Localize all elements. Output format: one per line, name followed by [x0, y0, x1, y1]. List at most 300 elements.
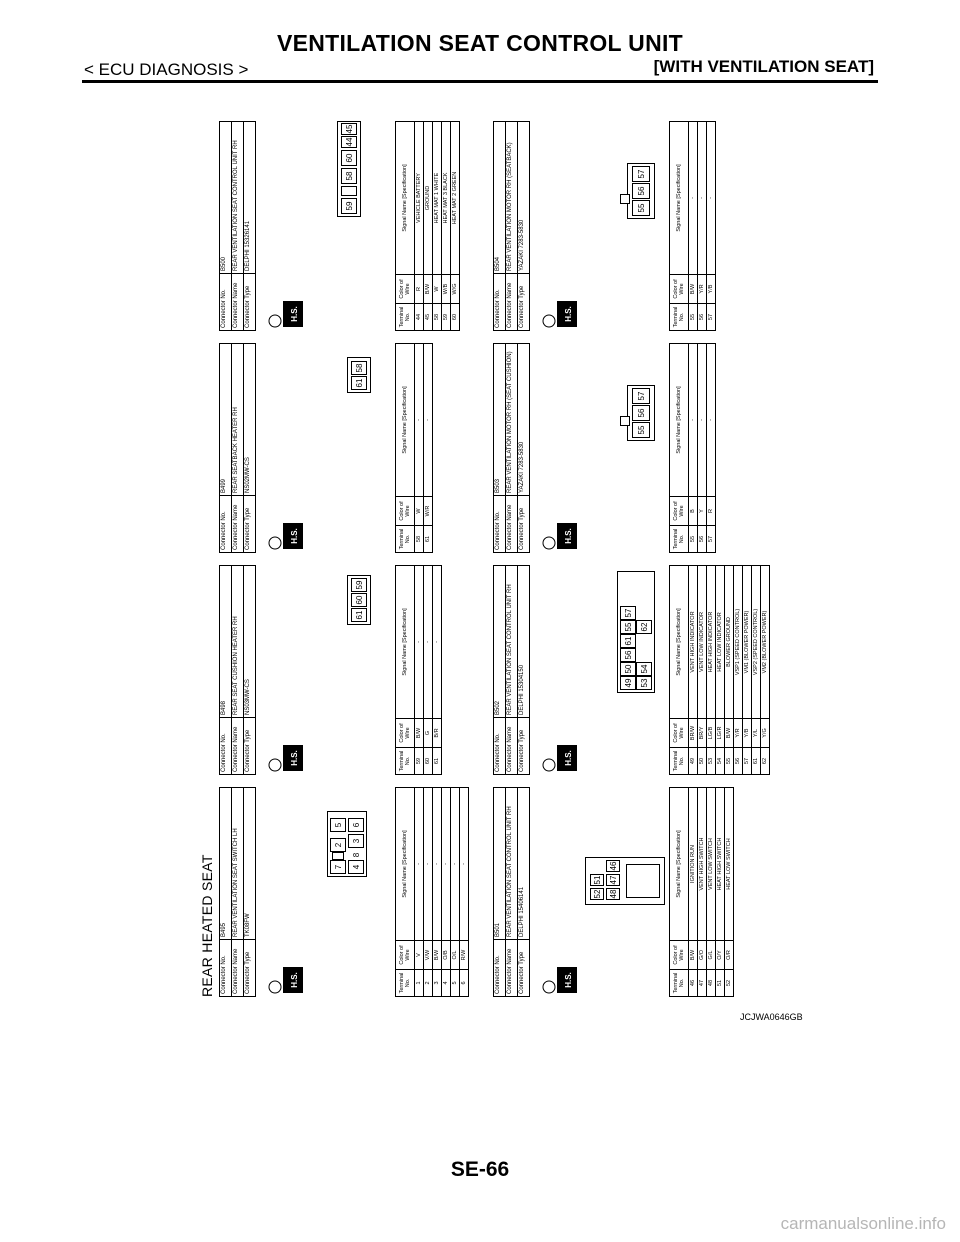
table-row: [689, 566, 698, 775]
color-of-wire-header: Color of Wire: [396, 719, 415, 748]
connector-pin: 59: [341, 198, 357, 214]
connector-pin: 59: [351, 578, 367, 592]
signal-name: -: [698, 122, 707, 275]
signal-name-header: Signal Name [Specification]: [396, 122, 415, 275]
signal-name: -: [433, 566, 442, 719]
connector-info-table: [219, 787, 256, 997]
variant-label: [WITH VENTILATION SEAT]: [653, 57, 874, 76]
section-title: REAR HEATED SEAT: [199, 854, 215, 997]
table-row: [424, 344, 433, 553]
connector-latch: [620, 416, 630, 426]
connector-card: [493, 565, 768, 775]
connector-pin: 56: [632, 183, 650, 199]
wire-color: BR/Y: [698, 719, 707, 748]
signal-name-header: Signal Name [Specification]: [670, 566, 689, 719]
terminal-no: 59: [415, 748, 424, 775]
terminal-no: 3: [433, 970, 442, 997]
table-row: [689, 122, 698, 331]
terminal-no-header: Terminal No.: [670, 748, 689, 775]
signal-name: HEAT MAT 2 GREEN: [451, 122, 460, 275]
signal-name: -: [415, 566, 424, 719]
connector-no-value: B504: [494, 122, 506, 274]
connector-card: [219, 343, 481, 553]
terminal-no: 55: [689, 526, 698, 553]
connector-no-value: B498: [220, 566, 232, 718]
connector-pin: 52: [590, 888, 604, 900]
connector-info-table: [493, 343, 530, 553]
wire-color: BR/W: [689, 719, 698, 748]
terminal-no: 56: [698, 304, 707, 331]
color-of-wire-header: Color of Wire: [670, 719, 689, 748]
harness-side-icon: [267, 965, 307, 995]
table-row: [725, 788, 734, 997]
connector-pin: 50: [620, 662, 636, 676]
connector-pin: 45: [341, 123, 357, 135]
terminal-table: [395, 565, 442, 775]
terminal-no: 53: [707, 748, 716, 775]
hs-text: H.S.: [290, 306, 299, 322]
connector-pin: 55: [632, 200, 650, 216]
signal-name-header: Signal Name [Specification]: [670, 788, 689, 941]
connector-face: [347, 357, 371, 393]
connector-info-table: [219, 121, 256, 331]
signal-name: HEAT MAT 3 BLACK: [442, 122, 451, 275]
table-row: [716, 566, 725, 775]
signal-name: -: [442, 788, 451, 941]
connector-no-label: Connector No.: [494, 940, 506, 997]
connector-type-label: Connector Type: [518, 718, 530, 775]
wire-color: B/W: [689, 941, 698, 970]
wire-color: W: [433, 275, 442, 304]
connector-face: [627, 385, 655, 441]
signal-name: -: [424, 788, 433, 941]
table-row: [734, 566, 743, 775]
connector-pin: 57: [632, 388, 650, 404]
connector-no-label: Connector No.: [220, 940, 232, 997]
terminal-no: 56: [698, 526, 707, 553]
terminal-no-header: Terminal No.: [670, 526, 689, 553]
table-row: [424, 122, 433, 331]
connector-pin: 60: [341, 150, 357, 166]
terminal-no-header: Terminal No.: [396, 526, 415, 553]
connector-pin: 8: [348, 850, 364, 860]
connector-pin: 57: [632, 166, 650, 182]
wire-color: R: [415, 275, 424, 304]
signal-name: VM1 (BLOWER POWER): [743, 566, 752, 719]
terminal-no: 56: [734, 748, 743, 775]
connector-pin: 48: [606, 888, 620, 900]
color-of-wire-header: Color of Wire: [396, 497, 415, 526]
color-of-wire-header: Color of Wire: [396, 275, 415, 304]
connector-type-value: TK08FW: [244, 788, 256, 940]
connector-name-label: Connector Name: [506, 940, 518, 997]
terminal-no: 61: [424, 526, 433, 553]
table-row: [424, 566, 433, 775]
connector-type-label: Connector Type: [244, 274, 256, 331]
connector-type-label: Connector Type: [244, 940, 256, 997]
color-of-wire-header: Color of Wire: [670, 275, 689, 304]
terminal-no: 4: [442, 970, 451, 997]
connector-pin: 44: [341, 136, 357, 148]
signal-name: VENT LOW INDICATOR: [698, 566, 707, 719]
wire-color: B/W: [424, 275, 433, 304]
hs-text: H.S.: [290, 972, 299, 988]
connector-pin: 58: [341, 168, 357, 184]
signal-name: -: [415, 788, 424, 941]
wire-color: W/R: [424, 497, 433, 526]
signal-name: -: [707, 122, 716, 275]
connector-name-label: Connector Name: [232, 940, 244, 997]
signal-name: -: [689, 122, 698, 275]
connector-name-value: REAR VENTILATION MOTOR RH (SEATBACK): [506, 122, 518, 274]
connector-pin: 4: [348, 860, 364, 874]
terminal-no: 57: [707, 304, 716, 331]
connector-no-value: B495: [220, 788, 232, 940]
wire-color: Y/B: [707, 275, 716, 304]
wire-color: V: [415, 941, 424, 970]
connector-latch: [626, 864, 660, 898]
terminal-no: 51: [716, 970, 725, 997]
table-row: [451, 122, 460, 331]
terminal-no: 52: [725, 970, 734, 997]
signal-name: -: [433, 788, 442, 941]
terminal-no: 55: [689, 304, 698, 331]
connector-no-value: B499: [220, 344, 232, 496]
wire-color: G: [424, 719, 433, 748]
signal-name: -: [698, 344, 707, 497]
table-row: [433, 122, 442, 331]
connector-pin: 7: [330, 860, 346, 874]
signal-name-header: Signal Name [Specification]: [396, 344, 415, 497]
terminal-no: 6: [460, 970, 469, 997]
connector-pin: 61: [351, 376, 367, 390]
connector-no-label: Connector No.: [494, 496, 506, 553]
wire-color: Y/L: [752, 719, 761, 748]
connector-latch: [332, 852, 344, 860]
connector-name-label: Connector Name: [232, 274, 244, 331]
harness-side-icon: [541, 743, 581, 773]
table-row: [451, 788, 460, 997]
connector-name-value: REAR VENTILATION MOTOR RH (SEAT CUSHION): [506, 344, 518, 496]
hs-text: H.S.: [564, 750, 573, 766]
terminal-no: 58: [415, 526, 424, 553]
connector-name-value: REAR VENTILATION SEAT CONTROL UNIT RH: [232, 122, 244, 274]
connector-card: [219, 565, 481, 775]
table-row: [689, 788, 698, 997]
connector-pin: 61: [351, 608, 367, 622]
wire-color: LG/B: [707, 719, 716, 748]
connector-card: [219, 121, 481, 331]
connector-no-value: B501: [494, 788, 506, 940]
connector-pin: 2: [330, 838, 346, 852]
terminal-no: 61: [752, 748, 761, 775]
page-number: SE-66: [450, 1158, 510, 1181]
terminal-no: 57: [743, 748, 752, 775]
table-row: [698, 566, 707, 775]
connector-type-label: Connector Type: [244, 496, 256, 553]
connector-pin: 56: [620, 648, 636, 662]
terminal-no: 62: [761, 748, 770, 775]
signal-name: HEAT LOW SWITCH: [725, 788, 734, 941]
wire-color: R/W: [460, 941, 469, 970]
connector-pin: 57: [620, 606, 636, 620]
harness-side-icon: [267, 521, 307, 551]
terminal-table: [395, 787, 469, 997]
harness-side-icon: [541, 965, 581, 995]
wire-color: Y/R: [698, 275, 707, 304]
connector-info-table: [493, 787, 530, 997]
terminal-no: 57: [707, 526, 716, 553]
signal-name: -: [460, 788, 469, 941]
wire-color: O/B: [442, 941, 451, 970]
hs-text: H.S.: [564, 528, 573, 544]
connector-face: [617, 571, 655, 693]
connector-pin: 3: [348, 834, 364, 848]
header-rule: [82, 80, 878, 83]
connector-type-value: DELPHI 15326141: [244, 122, 256, 274]
terminal-no: 45: [424, 304, 433, 331]
figure-id: JCJWA0646GB: [740, 1012, 803, 1022]
connector-name-label: Connector Name: [506, 274, 518, 331]
table-row: [698, 122, 707, 331]
section-breadcrumb: < ECU DIAGNOSIS >: [84, 60, 249, 79]
connector-latch: [341, 186, 357, 196]
hs-text: H.S.: [290, 528, 299, 544]
table-row: [716, 788, 725, 997]
table-row: [460, 788, 469, 997]
connector-type-label: Connector Type: [244, 718, 256, 775]
connector-pin: 61: [620, 634, 636, 648]
connector-name-label: Connector Name: [506, 496, 518, 553]
connector-pin: 62: [636, 620, 652, 634]
connector-pin: 49: [620, 676, 636, 690]
connector-card: [493, 343, 755, 553]
terminal-table: [669, 787, 734, 997]
terminal-table: [669, 565, 770, 775]
terminal-no: 54: [716, 748, 725, 775]
wire-color: O/R: [725, 941, 734, 970]
table-row: [707, 344, 716, 553]
wire-color: B/W: [433, 941, 442, 970]
connector-pin: 55: [632, 422, 650, 438]
connector-face: [347, 575, 371, 625]
harness-side-icon: [541, 299, 581, 329]
signal-name: HEAT MAT 1 WHITE: [433, 122, 442, 275]
wire-color: B/W: [415, 719, 424, 748]
table-row: [743, 566, 752, 775]
connector-info-table: [493, 565, 530, 775]
wire-color: G/O: [698, 941, 707, 970]
table-row: [698, 344, 707, 553]
signal-name-header: Signal Name [Specification]: [396, 788, 415, 941]
wire-color: B/R: [433, 719, 442, 748]
connector-name-value: REAR SEAT CUSHION HEATER RH: [232, 566, 244, 718]
wire-color: W/G: [451, 275, 460, 304]
color-of-wire-header: Color of Wire: [670, 941, 689, 970]
terminal-no: 5: [451, 970, 460, 997]
table-row: [415, 344, 424, 553]
terminal-no: 61: [433, 748, 442, 775]
table-row: [707, 566, 716, 775]
signal-name: VM2 (BLOWER POWER): [761, 566, 770, 719]
wire-color: Y: [698, 497, 707, 526]
signal-name: VENT HIGH INDICATOR: [689, 566, 698, 719]
connector-pin: 51: [590, 874, 604, 886]
terminal-no-header: Terminal No.: [396, 748, 415, 775]
terminal-no: 2: [424, 970, 433, 997]
terminal-table: [395, 121, 460, 331]
harness-side-icon: [267, 743, 307, 773]
wire-color: B/W: [725, 719, 734, 748]
terminal-no-header: Terminal No.: [670, 970, 689, 997]
signal-name-header: Signal Name [Specification]: [670, 344, 689, 497]
connector-name-value: REAR VENTILATION SEAT SWITCH LH: [232, 788, 244, 940]
terminal-no: 60: [451, 304, 460, 331]
terminal-no: 49: [689, 748, 698, 775]
connector-face: [327, 811, 367, 877]
wire-color: W/B: [442, 275, 451, 304]
connector-type-value: NS02MW-CS: [244, 344, 256, 496]
table-row: [424, 788, 433, 997]
terminal-no-header: Terminal No.: [396, 304, 415, 331]
signal-name: -: [689, 344, 698, 497]
signal-name: VENT LOW SWITCH: [707, 788, 716, 941]
wire-color: Y/B: [743, 719, 752, 748]
signal-name: BLOWER GROUND: [725, 566, 734, 719]
wire-color: O/L: [451, 941, 460, 970]
terminal-no: 50: [698, 748, 707, 775]
signal-name: -: [424, 566, 433, 719]
terminal-no: 47: [698, 970, 707, 997]
table-row: [698, 788, 707, 997]
rotated-sheet: [197, 107, 767, 1007]
connector-diagram: [197, 107, 767, 1007]
wire-color: B/W: [689, 275, 698, 304]
table-row: [442, 788, 451, 997]
connector-pin: 56: [632, 405, 650, 421]
connector-face: [337, 121, 361, 217]
table-row: [415, 566, 424, 775]
wire-color: Y/R: [734, 719, 743, 748]
terminal-table: [669, 121, 716, 331]
signal-name: HEAT HIGH SWITCH: [716, 788, 725, 941]
wire-color: W: [415, 497, 424, 526]
table-row: [433, 788, 442, 997]
connector-no-label: Connector No.: [494, 718, 506, 775]
connector-pin: 5: [330, 818, 346, 832]
terminal-no: 1: [415, 970, 424, 997]
terminal-no: 55: [725, 748, 734, 775]
table-row: [415, 122, 424, 331]
connector-name-label: Connector Name: [506, 718, 518, 775]
table-row: [761, 566, 770, 775]
hs-text: H.S.: [564, 306, 573, 322]
terminal-no: 44: [415, 304, 424, 331]
connector-info-table: [493, 121, 530, 331]
signal-name: -: [707, 344, 716, 497]
signal-name: HEAT HIGH INDICATOR: [707, 566, 716, 719]
table-row: [433, 566, 442, 775]
harness-side-icon: [541, 521, 581, 551]
harness-side-icon: [267, 299, 307, 329]
signal-name: -: [424, 344, 433, 497]
terminal-no-header: Terminal No.: [670, 304, 689, 331]
color-of-wire-header: Color of Wire: [396, 941, 415, 970]
connector-no-value: B502: [494, 566, 506, 718]
signal-name-header: Signal Name [Specification]: [670, 122, 689, 275]
connector-pin: 54: [636, 662, 652, 676]
connector-no-label: Connector No.: [220, 496, 232, 553]
connector-pin: 58: [351, 361, 367, 375]
signal-name: IGNITION RUN: [689, 788, 698, 941]
terminal-no-header: Terminal No.: [396, 970, 415, 997]
terminal-no: 46: [689, 970, 698, 997]
terminal-no: 59: [442, 304, 451, 331]
connector-info-table: [219, 565, 256, 775]
signal-name: VEHICLE BATTERY: [415, 122, 424, 275]
signal-name: HEAT LOW INDICATOR: [716, 566, 725, 719]
signal-name: -: [415, 344, 424, 497]
table-row: [442, 122, 451, 331]
connector-pin: 46: [606, 860, 620, 872]
terminal-no: 48: [707, 970, 716, 997]
connector-face: [627, 163, 655, 219]
connector-type-value: DELPHI 15304150: [518, 566, 530, 718]
table-row: [752, 566, 761, 775]
connector-type-value: DELPHI 15406141: [518, 788, 530, 940]
signal-name: VSP2 (SPEED CONTROL): [752, 566, 761, 719]
color-of-wire-header: Color of Wire: [670, 497, 689, 526]
connector-name-value: REAR VENTILATION SEAT CONTROL UNIT RH: [506, 566, 518, 718]
connector-name-label: Connector Name: [232, 718, 244, 775]
table-row: [707, 788, 716, 997]
signal-name-header: Signal Name [Specification]: [396, 566, 415, 719]
terminal-no: 58: [433, 304, 442, 331]
signal-name: GROUND: [424, 122, 433, 275]
signal-name: -: [451, 788, 460, 941]
table-row: [689, 344, 698, 553]
connector-pin: 6: [348, 818, 364, 832]
connector-type-value: NS03MW-CS: [244, 566, 256, 718]
connector-card: [219, 787, 481, 997]
connector-name-value: REAR VENTILATION SEAT CONTROL UNIT RH: [506, 788, 518, 940]
hs-text: H.S.: [564, 972, 573, 988]
terminal-table: [669, 343, 716, 553]
watermark: carmanualsonline.info: [780, 1214, 946, 1233]
connector-pin: 55: [620, 620, 636, 634]
wire-color: V/W: [424, 941, 433, 970]
connector-no-label: Connector No.: [220, 718, 232, 775]
connector-pin: 47: [606, 874, 620, 886]
connector-pin: 53: [636, 676, 652, 690]
connector-no-value: B503: [494, 344, 506, 496]
table-row: [415, 788, 424, 997]
connector-no-label: Connector No.: [494, 274, 506, 331]
wire-color: B: [689, 497, 698, 526]
connector-info-table: [219, 343, 256, 553]
wire-color: Y/G: [761, 719, 770, 748]
signal-name: VENT HIGH SWITCH: [698, 788, 707, 941]
connector-no-label: Connector No.: [220, 274, 232, 331]
signal-name: VSP1 (SPEED CONTROL): [734, 566, 743, 719]
connector-face: [585, 857, 665, 905]
wire-color: R: [707, 497, 716, 526]
table-row: [725, 566, 734, 775]
connector-type-label: Connector Type: [518, 496, 530, 553]
connector-card: [493, 787, 755, 997]
page-title: VENTILATION SEAT CONTROL UNIT: [276, 30, 684, 56]
connector-type-label: Connector Type: [518, 274, 530, 331]
